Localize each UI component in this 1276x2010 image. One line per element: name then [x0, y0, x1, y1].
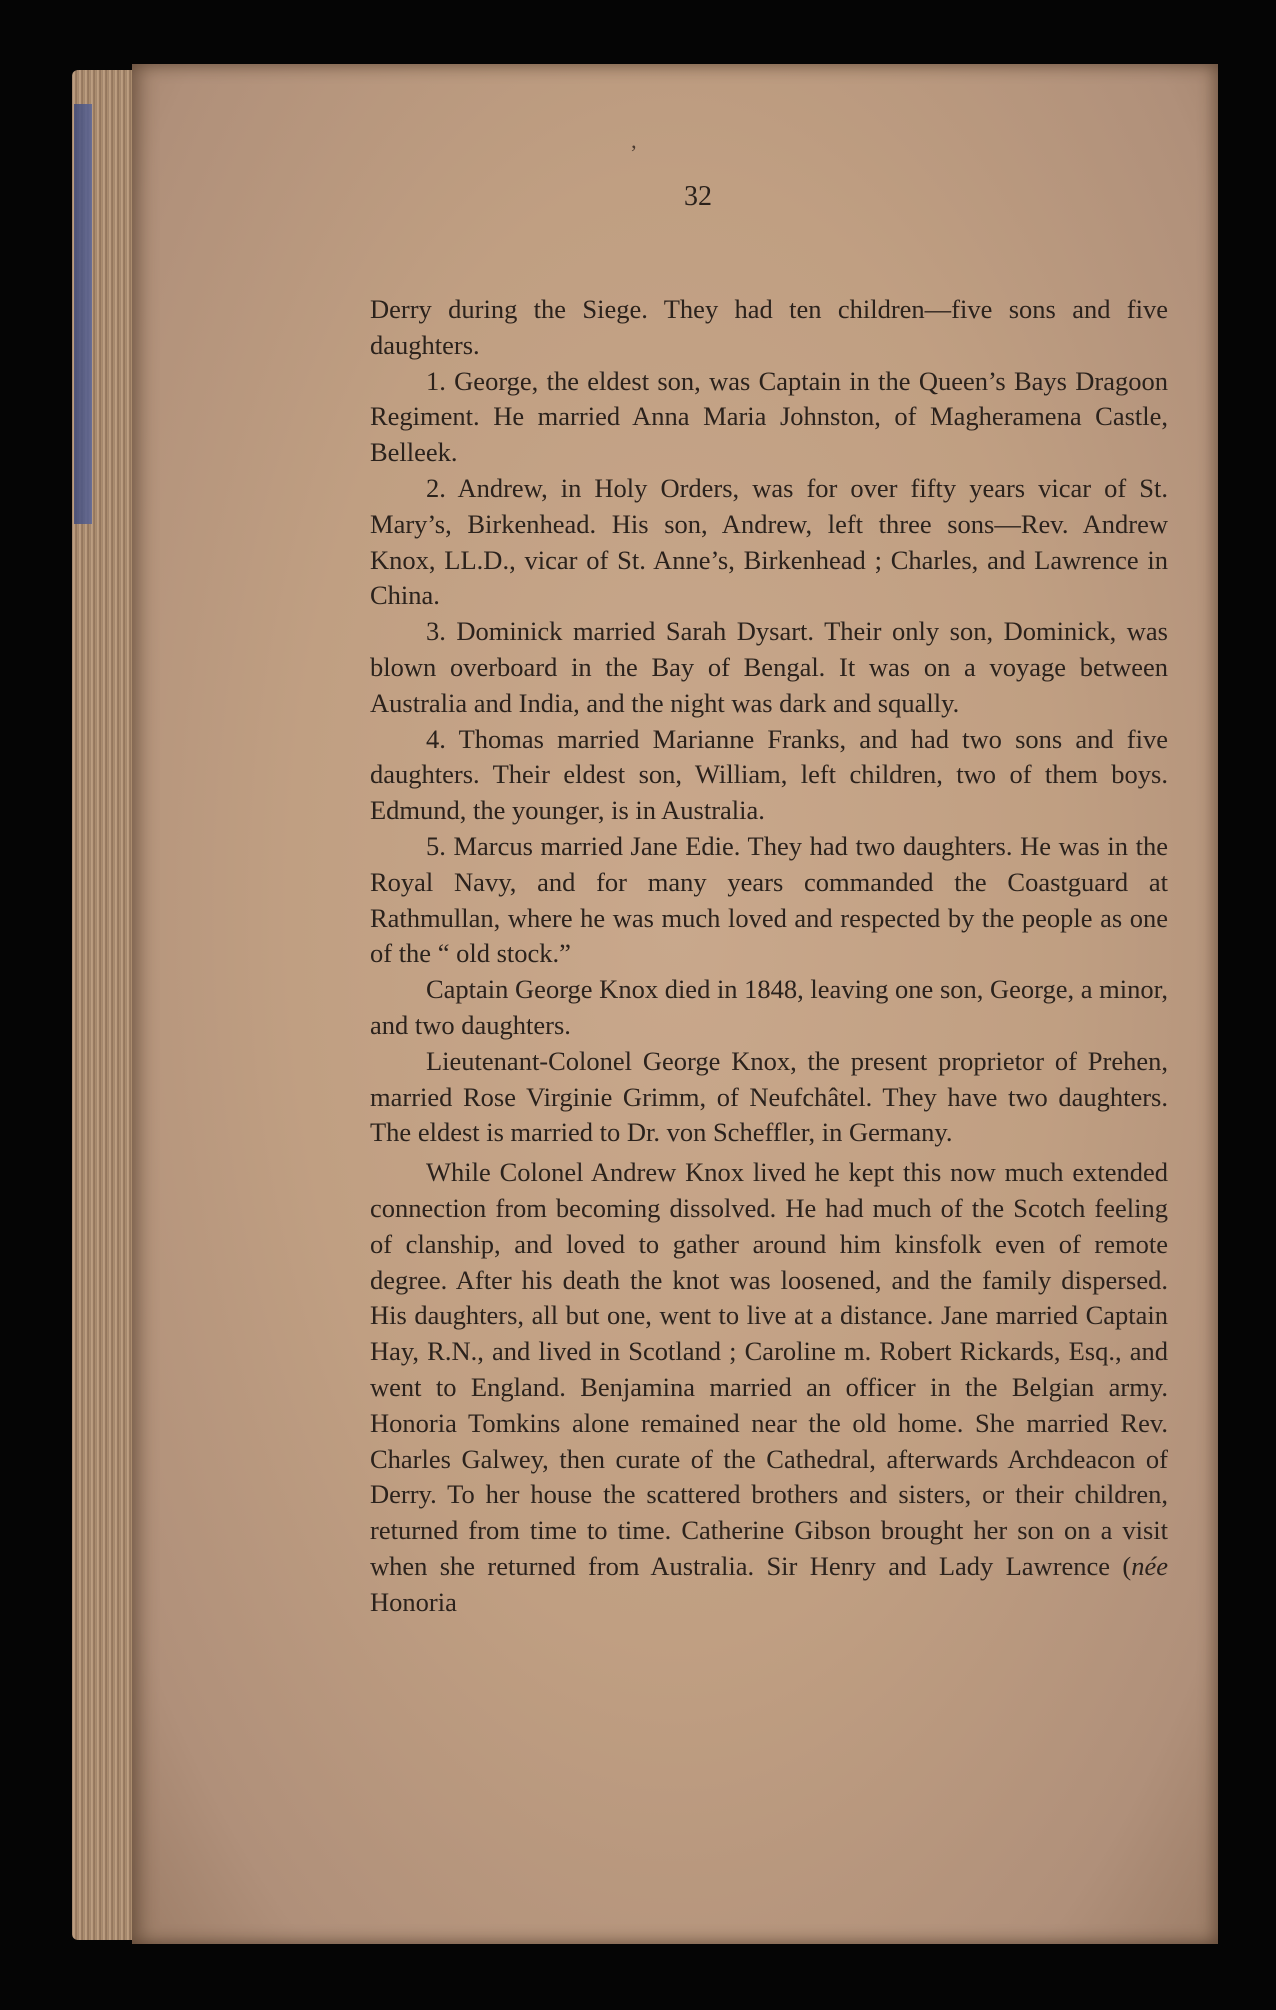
paragraph: Captain George Knox died in 1848, leaving one son, George, a minor, and two daughters.	[370, 974, 1169, 1040]
page-number: 32	[684, 181, 712, 212]
paragraph: Lieutenant-Colonel George Knox, the present proprietor of Prehen, married Rose Virginie Grimm, of Neufchâtel. They have two daughters. The eldest is married to Dr. von Scheffler, in Germany.	[370, 1045, 1168, 1148]
book-marbled-edge	[74, 104, 92, 524]
paragraph: 1. George, the eldest son, was Captain in the Queen’s Bays Dragoon Regiment. He married Anna Maria Johnston, of Magheramena Castle, Belleek.	[370, 365, 1168, 468]
page-body	[370, 292, 1168, 1620]
paragraph: 5. Marcus married Jane Edie. They had two daughters. He was in the Royal Navy, and for many years commanded the Coastguard at Rathmullan, where he was much loved and respected by the people as one of the “ old stock.”	[370, 830, 1168, 969]
paragraph: 4. Thomas married Marianne Franks, and had two sons and five daughters. Their eldest son, William, left children, two of them boys. Edmund, the younger, is in Australia.	[370, 723, 1168, 826]
paragraph-last-tail: Honoria	[370, 1586, 457, 1617]
paragraph: 2. Andrew, in Holy Orders, was for over fifty years vicar of St. Mary’s, Birkenhead. His son, Andrew, left three sons—Rev. Andrew Knox, LL.D., vicar of St. Anne’s, Birkenhead ; Charles, and Lawrence in China.	[370, 472, 1168, 611]
paragraph-last	[370, 1155, 1168, 1620]
ink-speck: ’	[630, 140, 638, 165]
paragraph-last-text: While Colonel Andrew Knox lived he kept this now much extended connection from becoming dissolved. He had much of the Scotch feeling of clanship, and loved to gather around him kinsfolk even of remote degree. After his death the knot was loosened, and the family dispersed. His daughters, all but one, went to live at a distance. Jane married Captain Hay, R.N., and lived in Scotland ; Caroline m. Robert Rickards, Esq., and went to England. Benjamina married an officer in the Belgian army. Honoria Tomkins alone remained near the old home. She married Rev. Charles Galwey, then curate of the Cathedral, afterwards Archdeacon of Derry. To her house the scattered brothers and sisters, or their children, returned from time to time. Catherine Gibson brought her son on a visit when she returned from Australia. Sir Henry and Lady Lawrence (	[370, 1157, 1168, 1581]
paragraph: Derry during the Siege. They had ten children—five sons and five daughters.	[370, 294, 1168, 360]
italic-word: née	[1131, 1550, 1168, 1581]
paragraph: 3. Dominick married Sarah Dysart. Their only son, Dominick, was blown overboard in the Bay of Bengal. It was on a voyage between Australia and India, and the night was dark and squally.	[370, 616, 1168, 718]
